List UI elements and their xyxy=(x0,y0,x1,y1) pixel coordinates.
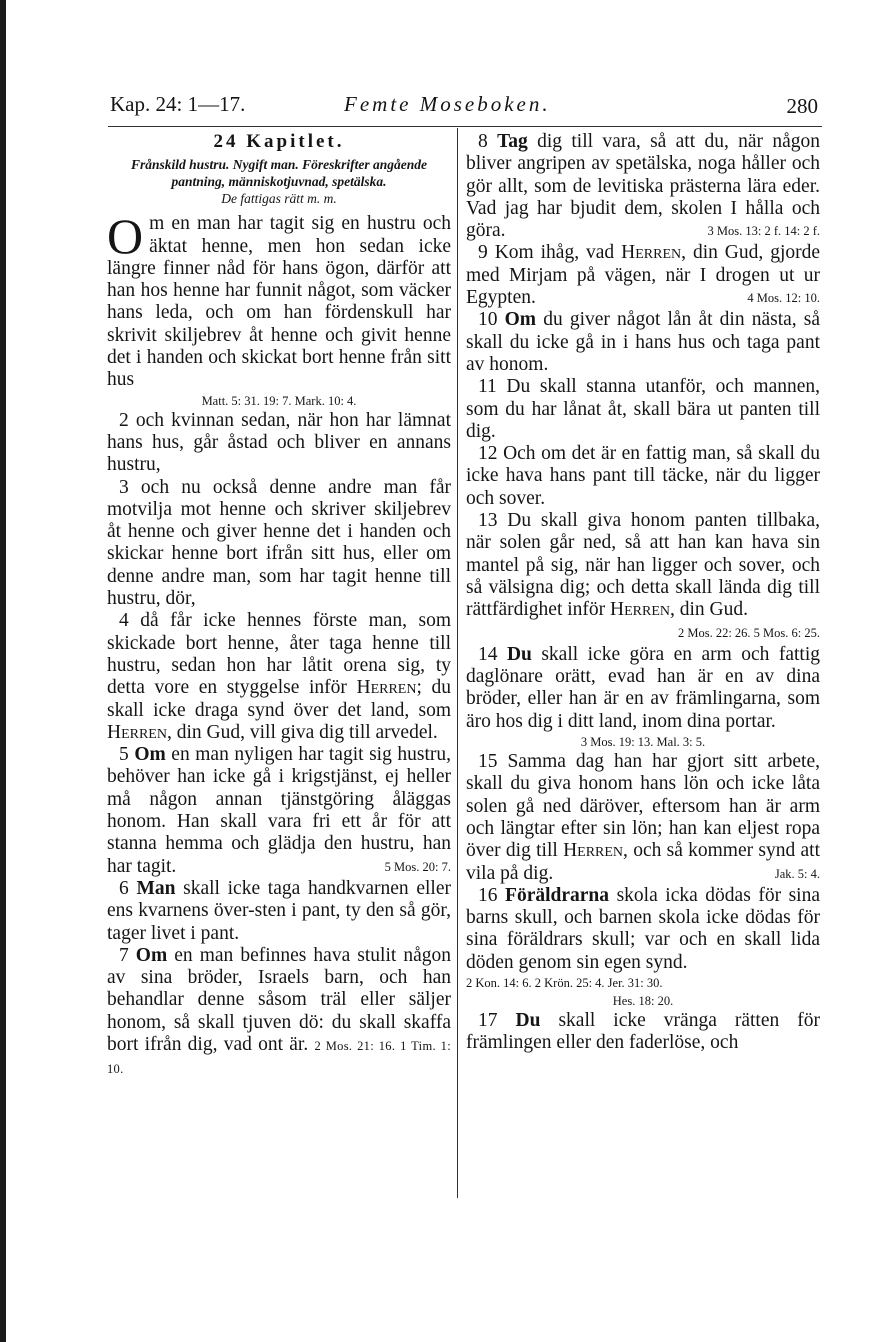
verse-1 xyxy=(107,208,451,391)
verse-number: 17 xyxy=(478,1009,498,1031)
lord-name: Herren xyxy=(356,677,417,699)
verse-2 xyxy=(107,410,451,477)
verse-text: en man nyligen har tagit sig hustru, behöver han icke gå i krigstjänst, ej heller må någon annan tjänstgöring åläggas honom. Han skall vara fri ett år för att stanna hemma och glädja den hustru, han har tagit. xyxy=(107,744,452,877)
verse-number: 4 xyxy=(119,610,129,632)
summary-line: Frånskild hustru. Nygift man. Föreskrifter angående pantning, människotjuvnad, spetälska. xyxy=(131,157,427,190)
lord-name: Herren xyxy=(563,840,624,862)
verse-text: Du skall giva honom panten tillbaka, när solen går ned, så att han kan hava sin mantel på sig, när han ligger och sover, och så välsigna dig; och detta skall lända dig till rättfärdighet inför xyxy=(466,510,820,621)
page-number: 280 xyxy=(786,94,818,118)
verse-7 xyxy=(107,945,451,1081)
verse-number: 10 xyxy=(478,309,498,331)
verse-text: då får icke hennes förste man, som skickade bort henne, åter taga henne till hustru, sedan hon har låtit orena sig, ty detta vore en styggelse inför xyxy=(107,610,452,699)
cross-reference: 3 Mos. 13: 2 f. 14: 2 f. xyxy=(707,224,820,239)
right-column xyxy=(466,131,820,1055)
verse-text: , din Gud, gjorde med Mirjam på vägen, när I drogen ut ur Egypten. xyxy=(466,242,821,309)
verse-number: 13 xyxy=(478,510,498,532)
cross-reference: Hes. 18: 20. xyxy=(612,993,674,1008)
summary-line: De fattigas rätt m. m. xyxy=(221,191,337,207)
book-title: Femte Moseboken. xyxy=(344,92,551,116)
lord-name: Herren xyxy=(107,721,167,743)
verse-text: skall icke vränga rätten för främlingen eller den faderlöse, och xyxy=(466,1009,820,1054)
verse-11 xyxy=(466,376,820,443)
verse-text: Samma dag han har gjort sitt arbete, skall du giva honom hans lön och icke låta solen gå ned däröver, eftersom han är arm och längtar efter sin lön; han kan eljest ropa över dig till xyxy=(466,751,821,862)
verse-text: , din Gud. xyxy=(670,599,749,621)
chapter-summary xyxy=(107,156,451,207)
verse-5 xyxy=(107,744,451,878)
verse-8 xyxy=(466,131,820,242)
verse-13 xyxy=(466,510,820,640)
page-edge xyxy=(0,0,6,1342)
cross-reference: 5 Mos. 20: 7. xyxy=(384,859,451,874)
verse-14 xyxy=(466,644,820,733)
verse-lead-word: Föräldrarna xyxy=(505,884,610,906)
verse-10 xyxy=(466,309,820,376)
verse-text: dig till vara, så att du, när någon bliver angripen av spetälska, noga håller och gör allt, som de levitiska prästerna lära eder. Vad jag har bjudit dem, skolen I hålla och göra. xyxy=(466,131,821,242)
verse-number: 14 xyxy=(478,643,498,665)
verse-6 xyxy=(107,878,451,945)
left-column xyxy=(107,131,451,1081)
verse-15 xyxy=(466,751,820,885)
verse-3 xyxy=(107,477,451,611)
verse-text: Och om det är en fattig man, så skall du icke hava hans pant till täcke, när du ligger och sover. xyxy=(466,443,820,509)
verse-lead-word: Du xyxy=(506,643,532,665)
verse-number: 8 xyxy=(478,131,488,152)
verse-lead-word: Man xyxy=(136,877,176,899)
verse-number: 16 xyxy=(478,884,498,906)
verse-text: m en man har tagit sig en hustru och äktat henne, men hon sedan icke längre finner nåd för hans ögon, därför att han hos henne har funnit något, som väcker hans leda, och om han fördenskull har skrivit skiljebrev åt henne och givit henne det i handen och skickat bort henne från sitt hus xyxy=(107,213,451,391)
verse-text: Du skall stanna utanför, och mannen, som du har lånat åt, skall bära ut panten till dig. xyxy=(466,376,821,442)
verse-lead-word: Om xyxy=(134,744,166,766)
verse-number: 12 xyxy=(478,443,498,465)
verse-text: ; du skall icke draga synd över det land, som xyxy=(107,677,451,721)
verse-17 xyxy=(466,1010,820,1055)
verse-number: 11 xyxy=(478,376,497,398)
verse-number: 7 xyxy=(119,944,129,966)
verse-number: 6 xyxy=(119,877,129,899)
verse-lead-word: Om xyxy=(135,944,168,966)
cross-reference: 2 Mos. 21: 16. 1 Tim. 1: 10. xyxy=(107,1038,451,1077)
chapter-title: 24 Kapitlet. xyxy=(213,131,345,152)
verse-4 xyxy=(107,610,451,744)
verse-text: skall icke göra en arm och fattig daglönare orätt, evad han är en av dina bröder, eller han är en av främlingarna, som äro hos dig i ditt land, inom dina portar. xyxy=(466,643,821,732)
verse-lead-word: Du xyxy=(515,1009,541,1031)
cross-reference: Jak. 5: 4. xyxy=(774,866,820,881)
verse-text: du giver något lån åt din nästa, så skall du icke gå in i hans hus och taga pant av honom. xyxy=(466,309,821,375)
cross-reference: 2 Kon. 14: 6. 2 Krön. 25: 4. Jer. 31: 30. xyxy=(466,975,663,990)
verse-12 xyxy=(466,443,820,510)
verse-number: 2 xyxy=(119,409,129,431)
verse-number: 15 xyxy=(478,751,498,773)
verse-9 xyxy=(466,242,820,309)
lord-name: Herren xyxy=(621,242,682,264)
verse-lead-word: Tag xyxy=(497,131,528,152)
verse-text: , din Gud, vill giva dig till arvedel. xyxy=(166,721,438,743)
running-header xyxy=(108,92,826,126)
verse-16 xyxy=(466,885,820,974)
verse-text: skall icke taga handkvarnen eller ens kvarnens över-sten i pant, ty den så gör, tager livet i pant. xyxy=(107,877,451,944)
verse-text: och nu också denne andre man får motvilja mot henne och skriver skiljebrev åt henne och giver henne det i handen och skickar henne bort ifrån sitt hus, eller om denne andre man, som har tagit henne till hustru, dör, xyxy=(107,476,452,610)
chapter-reference: Kap. 24: 1—17. xyxy=(110,92,246,116)
cross-reference: 2 Mos. 22: 26. 5 Mos. 6: 25. xyxy=(677,625,820,640)
lord-name: Herren xyxy=(610,599,671,621)
column-divider xyxy=(457,128,458,1198)
verse-number: 3 xyxy=(119,476,129,498)
verse-text: och kvinnan sedan, när hon har lämnat hans hus, går åstad och bliver en annans hustru, xyxy=(107,409,451,476)
verse-lead-word: Om xyxy=(504,309,537,331)
cross-reference: 3 Mos. 19: 13. Mal. 3: 5. xyxy=(580,735,706,750)
cross-reference: Matt. 5: 31. 19: 7. Mark. 10: 4. xyxy=(201,393,357,408)
verse-number: 9 xyxy=(478,242,488,264)
verse-number: 5 xyxy=(119,744,129,766)
verse-text: , och så kommer synd att vila på dig. xyxy=(466,840,820,884)
drop-cap: O xyxy=(107,208,144,265)
verse-text: Kom ihåg, vad xyxy=(494,242,615,264)
header-rule xyxy=(108,126,822,127)
verse-text: en man befinnes hava stulit någon av sina bröder, Israels barn, och han behandlar denne såsom träl eller säljer honom, så skall tjuven dö: du skall skaffa bort ifrån dig, vad ont är. xyxy=(107,944,452,1055)
verse-text: skola icka dödas för sina barns skull, och barnen skola icke dödas för sina föräldrars skull; var och en skall lida döden genom sin egen synd. xyxy=(466,884,821,973)
cross-reference: 4 Mos. 12: 10. xyxy=(747,291,820,306)
